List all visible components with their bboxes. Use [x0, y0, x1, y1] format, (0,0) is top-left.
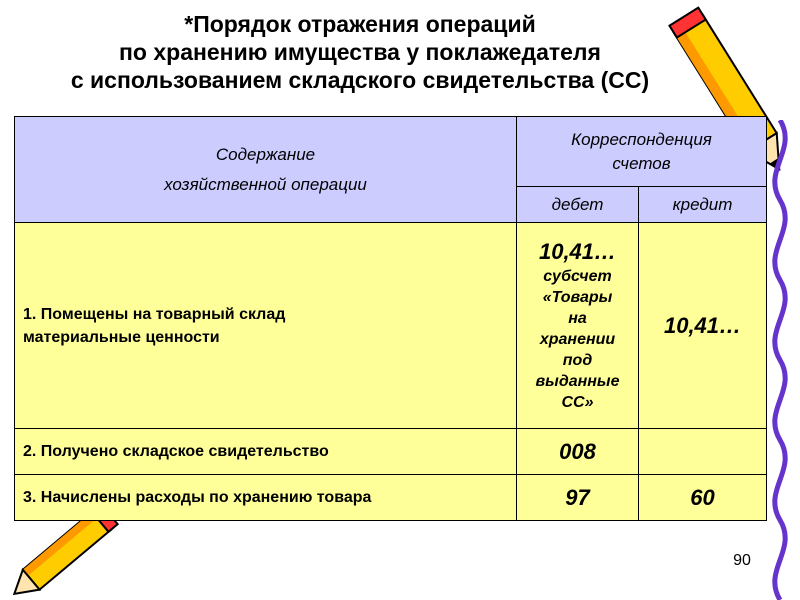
operation-cell: 2. Получено складское свидетельство	[15, 429, 517, 475]
title-line: по хранению имущества у поклажедателя	[119, 39, 601, 65]
header-correspondence-line: Корреспонденция	[571, 129, 712, 149]
debit-sub-line: хранении	[539, 331, 616, 348]
debit-sub-line: на	[568, 310, 587, 327]
header-correspondence	[517, 117, 767, 187]
title-line: *Порядок отражения операций	[184, 11, 536, 37]
debit-sub-line: субсчет	[543, 268, 612, 285]
debit-sub-line: под	[562, 352, 593, 369]
debit-cell: 97	[517, 475, 639, 521]
table-row	[15, 223, 767, 429]
page-title	[0, 10, 720, 94]
credit-cell: 10,41…	[639, 223, 767, 429]
operation-line: 1. Помещены на товарный склад	[23, 305, 286, 323]
page-number: 90	[733, 552, 751, 569]
header-content	[15, 117, 517, 223]
operation-cell: 3. Начислены расходы по хранению товара	[15, 475, 517, 521]
debit-cell	[517, 223, 639, 429]
title-line: с использованием складского свидетельства (СС)	[70, 67, 650, 93]
table-row	[15, 429, 767, 475]
debit-sub-line: СС»	[561, 394, 594, 411]
debit-sub-line: выданные	[535, 373, 620, 390]
header-debit: дебет	[517, 187, 639, 223]
credit-cell	[639, 429, 767, 475]
debit-sub	[521, 266, 634, 413]
debit-cell: 008	[517, 429, 639, 475]
header-credit: кредит	[639, 187, 767, 223]
header-correspondence-line: счетов	[612, 153, 671, 173]
debit-main: 10,41…	[538, 239, 617, 264]
operations-table	[14, 116, 767, 521]
header-content-line: Содержание	[215, 144, 316, 164]
debit-sub-line: «Товары	[542, 289, 613, 306]
header-content-line: хозяйственной операции	[164, 174, 367, 194]
table-row	[15, 475, 767, 521]
credit-cell: 60	[639, 475, 767, 521]
operation-cell	[15, 223, 517, 429]
operation-line: материальные ценности	[23, 328, 220, 346]
